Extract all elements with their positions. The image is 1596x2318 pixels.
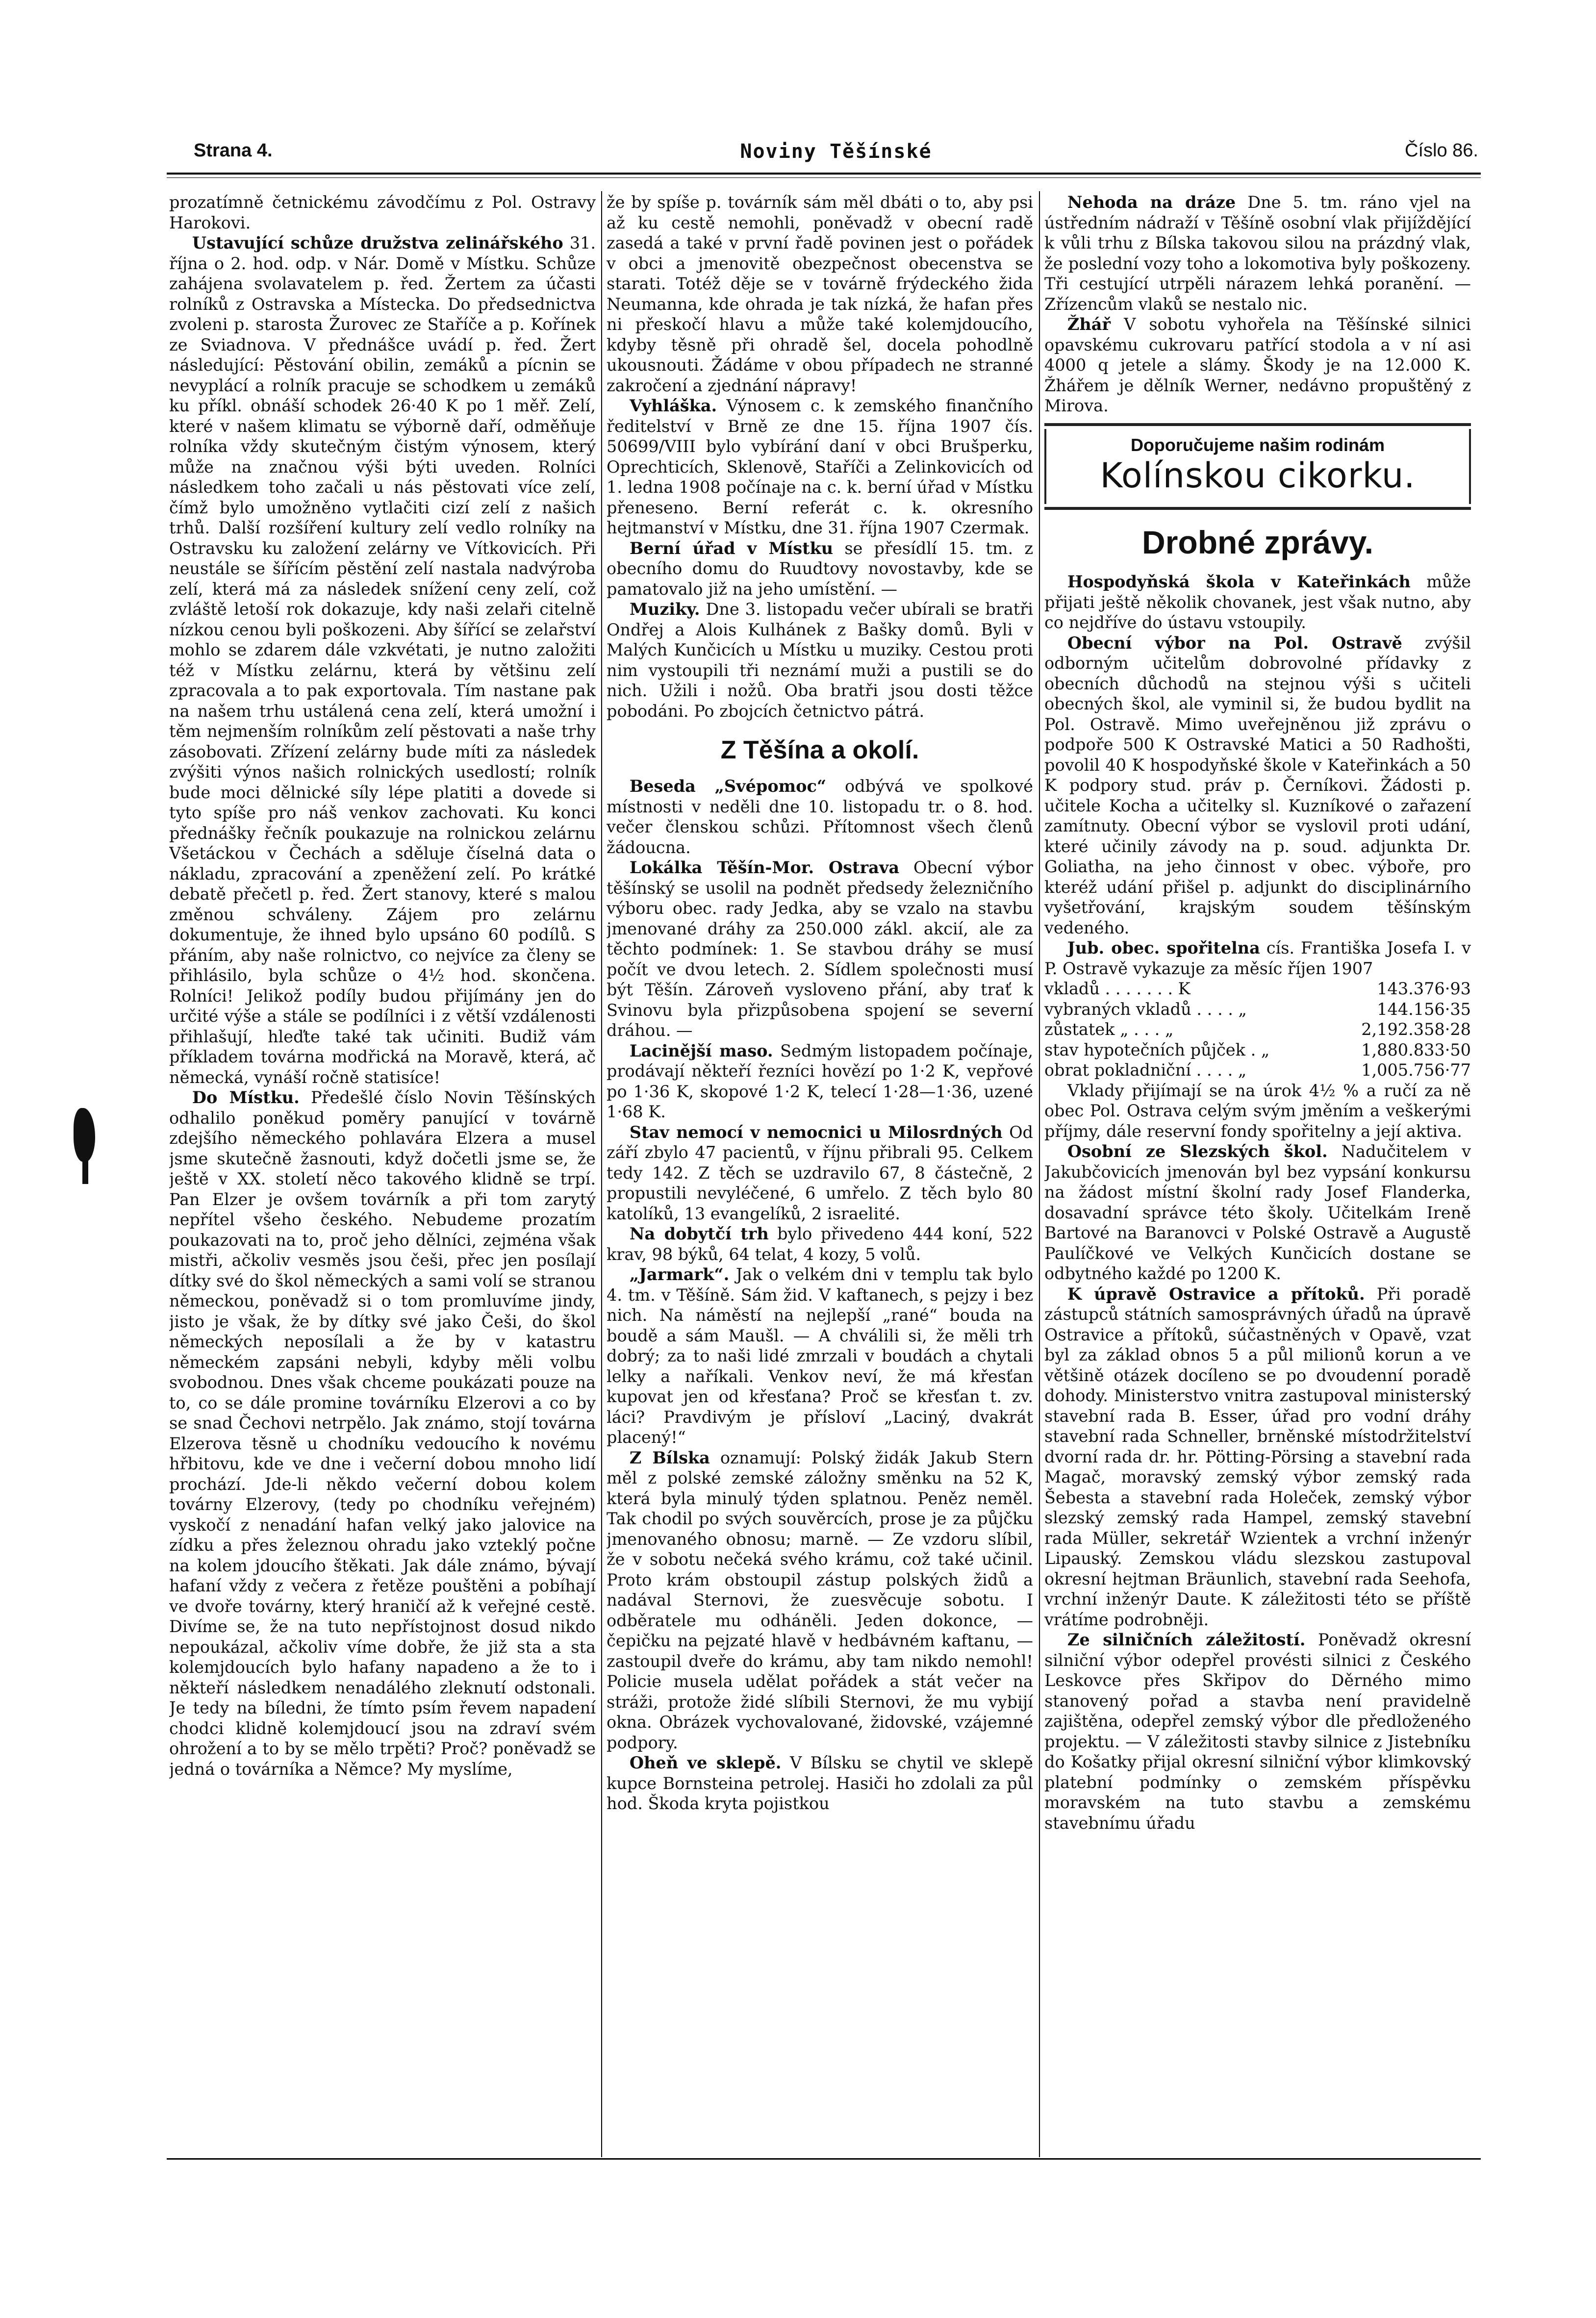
article-body: oznamují: Polský židák Jakub Stern měl z polské zemské záložny směnku na 52 K, která byla minulý týden splatnou. Peněz neměl. Tak chodil po svých souvěrcích, prose je za půjčku jmenovaného obnosu; marně. — Ze vzdoru slíbil, že v sobotu nečeká svého krámu, což také učinil. Proto krám obstoupil zástup polských židů a nadával Sternovi, že zuesvěcuje sobotu. I odběratele mu odháněli. Jeden dokonce, — čepičku na pejzaté hlavě v hedbávném kaftanu, — zastoupil dveře do krámu, aby tam nikdo nemohl! Policie musela udělat pořádek a stát večer na stráži, protože židé slíbili Sternovi, že mu vybijí okna. Obrázek vychovalované, židovské, vzájemné podpory. <box>607 1448 1033 1752</box>
article <box>1044 192 1471 314</box>
article-body: V Bílsku se chytil ve sklepě kupce Bornsteina petrolej. Hasiči ho zdolali za půl hod. Škoda kryta pojistkou <box>607 1753 1033 1813</box>
article-body: zvýšil odborným učitelům dobrovolné přídavky z obecních důchodů na stejnou výši s učiteli obecných škol, ale vyminil si, že budou bydlit na Pol. Ostravě. Mimo uveřejněnou již zprávu o podpoře 500 K Ostravské Matici a 50 Radhošti, povolil 40 K hospodyňské škole v Kateřinkách a 50 K podpory stud. práv p. Černíkovi. Žádosti p. učitele Kocha a učitelky sl. Kuzníkové o zařazení zamítnuty. Obecní výbor se vyslovil proti udání, které učinily závody na p. soud. adjunkta Dr. Goliatha, na jeho činnost v obec. výboře, pro kteréž udání přišel p. adjunkt do disciplinárního vyšetřování, krajským soudem těšínským vedeného. <box>1044 633 1471 937</box>
article-headline: Ze silničních záležitostí. <box>1067 1630 1306 1649</box>
article <box>169 233 596 1087</box>
article-body: cís. Františka Josefa I. v P. Ostravě vykazuje za měsíc říjen 1907 <box>1044 938 1471 978</box>
header-rule <box>167 173 1481 175</box>
article <box>1044 1141 1471 1284</box>
article-body: se přesídlí 15. tm. z obecního domu do Ruudtovy novostavby, kde se pamatovalo již na jeho umístění. — <box>607 538 1033 599</box>
article-body: Výnosem c. k zemského finančního ředitelství v Brně ze dne 15. října 1907 čís. 50699/VIII bylo vybírání daní v obci Brušperku, Oprechticích, Sklenově, Staříči a Zelinkovicích od 1. ledna 1908 počínaje na c. k. berní úřad v Místku přeneseno. Berní referát c. k. okresního hejtmanství v Místku, dne 31. října 1907 Czermak. <box>607 396 1033 537</box>
table-row <box>1044 1040 1471 1060</box>
article-body: Dne 3. listopadu večer ubírali se bratři Ondřej a Alois Kulhánek z Bašky domů. Byli v Malých Kunčicích u Místku u muziky. Cestou proti nim vystoupili tři neznámí muži a pustili se do nich. Užili i nožů. Oba bratři jsou dosti těžce pobodáni. Po zbojcích četnictvo pátrá. <box>607 600 1033 721</box>
advertisement-product: Kolínskou cikorku. <box>1100 455 1416 496</box>
article-body: odbývá ve spolkové místnosti v neděli dne 10. listopadu tr. o 8. hod. večer členskou schůzi. Přítomnost všech členů žádoucna. <box>607 777 1033 857</box>
article <box>1044 572 1471 633</box>
ink-blot <box>74 1108 95 1162</box>
table-value: 1,005.756·77 <box>1361 1060 1471 1080</box>
article-headline: Hospodyňská škola v Kateřinkách <box>1067 572 1411 591</box>
column-1 <box>169 192 596 2158</box>
table-row <box>1044 999 1471 1020</box>
article <box>1044 314 1471 416</box>
footer-rule <box>167 2158 1481 2160</box>
table-value: 144.156·35 <box>1377 999 1471 1019</box>
article-headline: Oheň ve sklepě. <box>629 1753 782 1772</box>
article-headline: Lacinější maso. <box>629 1041 773 1060</box>
article-headline: K úpravě Ostravice a přítoků. <box>1067 1284 1365 1304</box>
article <box>1044 1284 1471 1630</box>
article-headline: Do Místku. <box>192 1088 300 1107</box>
section-heading: Z Těšína a okolí. <box>720 736 919 764</box>
page-number: Strana 4. <box>194 140 273 161</box>
article <box>607 776 1033 857</box>
article <box>607 538 1033 600</box>
article <box>607 1122 1033 1224</box>
article-headline: Ustavující schůze družstva zelinářského <box>192 233 563 252</box>
article-headline: Nehoda na dráze <box>1067 193 1236 212</box>
table-label: obrat pokladniční . . . . „ <box>1044 1060 1247 1080</box>
article-body: Sedmým listopadem počínaje, prodávají někteří řezníci hovězí po 1·2 K, vepřové po 1·36 K, skopové 1·2 K, telecí 1·28—1·36, uzené 1·68 K. <box>607 1041 1033 1121</box>
article-headline: Muziky. <box>629 600 700 619</box>
article-body: Nadučitelem v Jakubčovicích jmenován byl bez vypsání konkursu na žádost místní školní rady Josef Flanderka, dosavadní správce této školy. Učitelkám Ireně Bartové na Baranovci v Polské Ostravě a Augustě Paulíčkové ve Velkých Kunčicích dostane se odbytného každé po 1200 K. <box>1044 1142 1471 1283</box>
table-value: 2,192.358·28 <box>1361 1020 1471 1039</box>
article-body: V sobotu vyhořela na Těšínské silnici opavskému cukrovaru patřící stodola a v ní asi 4000 q jetele a slámy. Škody je na 12.000 K. Žhářem je dělník Werner, nedávno propuštěný z Mirova. <box>1044 315 1471 415</box>
savings-table <box>1044 979 1471 1081</box>
table-label: stav hypotečních půjček . „ <box>1044 1040 1270 1059</box>
article-headline: Berní úřad v Místku <box>629 538 834 558</box>
article-headline: Vyhláška. <box>629 396 717 415</box>
article-headline: Na dobytčí trh <box>629 1224 769 1243</box>
table-row <box>1044 1019 1471 1040</box>
article <box>1044 633 1471 938</box>
article <box>1044 1630 1471 1833</box>
advertisement-tagline: Doporučujeme našim rodinám <box>1130 434 1385 455</box>
advertisement <box>1044 423 1471 510</box>
article-body: bylo přivedeno 444 koní, 522 krav, 98 býků, 64 telat, 4 kozy, 5 volů. <box>607 1224 1033 1264</box>
article-headline: „Jarmark“. <box>629 1265 730 1284</box>
article <box>607 396 1033 538</box>
column-divider <box>1039 191 1040 2157</box>
article <box>607 1264 1033 1448</box>
article-body: Jak o velkém dni v templu tak bylo 4. tm. v Těšíně. Sám žid. V kaftanech, s pejzy i bez nich. Na náměstí na nejlepší „rané“ bouda na boudě a sám Maušl. — A chválili si, že měli trh dobrý; za to naši lidé zmrzali v boudách a chytali lelky a naříkali. Venkov neví, že má křesťan kupovat jen od křesťana? Proč se křesťan t. zv. láci? Pravdivým je přísloví „Laciný, dvakrát placený!“ <box>607 1265 1033 1447</box>
article-headline: Beseda „Svépomoc“ <box>629 777 827 796</box>
table-value: 143.376·93 <box>1377 979 1471 998</box>
table-row <box>1044 1060 1471 1081</box>
table-label: zůstatek „ . . . „ <box>1044 1020 1174 1039</box>
ink-blot-drip <box>82 1159 88 1184</box>
article-text: prozatímně četnickému závodčímu z Pol. Ostravy Harokovi. <box>169 193 596 232</box>
column-3 <box>1044 192 1471 2158</box>
section-heading: Drobné zprávy. <box>1142 524 1373 560</box>
article-body: Od září zbylo 47 pacientů, v říjnu přibrali 95. Celkem tedy 142. Z těch se uzdravilo 67, 8 částečně, 2 propustili nevyléčené, 6 umřelo. Z těch bylo 80 katolíků, 13 evangelíků, 2 israelité. <box>607 1122 1033 1223</box>
article-text: Vklady přijímají se na úrok 4½ % a ručí za ně obec Pol. Ostrava celým svým jměním a veškerými příjmy, dále reservní fondy spořitelny a její aktiva. <box>1044 1081 1471 1141</box>
article-body: Poněvadž okresní silniční výbor odepřel provésti silnici z Českého Leskovce přes Skřipov do Děrného mimo stanovený pořad a stavba není pravidelně zajištěna, odepřel zemský výbor dle předloženého projektu. — V záležitosti stavby silnice z Jistebníku do Košatky přijal okresní silniční výbor klimkovský platební podmínky o zemském příspěvku moravském na tuto stavbu a zemskému stavebnímu úřadu <box>1044 1630 1471 1833</box>
advertisement-box <box>1044 429 1471 504</box>
article-body: 31. října o 2. hod. odp. v Nár. Domě v Místku. Schůze zahájena svolavatelem p. řed. Žertem za účasti rolníků z Ostravska a Místecka. Do předsednictva zvoleni p. starosta Žurovec ze Staříče a p. Kořínek ze Sviadnova. V přednášce uvádí p. řed. Žert následující: Pěstování obilin, zemáků a pícnin se nevyplácí a rolník pracuje se schodkem u zemáků ku příkl. obnáší schodek 26·40 K po 1 měř. Zelí, které v našem klimatu se výborně daří, odměňuje rolníka vždy skutečným čistým výnosem, který může na značnou výši býti uveden. Rolníci následkem toho začali u nás pěstovati více zelí, čímž bylo umožněno vytlačiti cizí zelí z našich trhů. Další rozšíření kultury zelí vedlo rolníky na Ostravsku ku založení zelárny ve Vítkovicích. Při neustále se šířícím pěstění zelí nastala nadvýroba zelí, která má za následek snížení ceny zelí, což zvláště letoší rok dokazuje, kdy naši zelaři citelně nízkou cenou byli poškozeni. Aby šířící se zelařství mohlo se zdarem dále vzkvétati, je nutno založiti též v Místku zelárnu, která by většinu zelí zpracovala a to pak exportovala. Tím nastane pak na našem trhu ustálená cena zelí, která umožní i těm nejmenším rolníkům zelí pěstovati a naše trhy zásobovati. Zřízení zelárny bude míti za následek zvýšiti výnos našich rolnických usedlostí; rolník bude moci dělnické síly lépe platiti a dovede si tyto spíše pro náš venkov zachovati. Ku konci přednášky řečník poukazuje na rolnickou zelárnu Všetáckou v Čechách a sděluje číselná data o nákladu, zpracování a zpeněžení zelí. Po krátké debatě přečetl p. řed. Žert stanovy, které s malou změnou schváleny. Zájem pro zelárnu dokumentuje, že ihned bylo upsáno 60 podílů. S přáním, aby naše rolnictvo, co nejvíce za členy se přihlásilo, byla schůze o 4½ hod. skončena. Rolníci! Jelikož podíly budou přijímány jen do určité výše a stále se podílníci i z větší vzdálenosti přihlašují, hleďte také tak učiniti. Budiž vám příkladem továrna modřická na Moravě, která, ač německá, vynáší ročně statisíce! <box>169 233 596 1087</box>
article <box>607 1448 1033 1753</box>
column-divider <box>601 191 602 2157</box>
article <box>607 1753 1033 1814</box>
article-body: Dne 5. tm. ráno vjel na ústředním nádraží v Těšíně osobní vlak přijíždějící k vůli trhu z Bílska takovou silou na prázdný vlak, že poslední vozy toho a lokomotiva byly poškozeny. Tři cestující utrpěli nárazem lehká poranění. — Zřízencům vlaků se nestalo nic. <box>1044 193 1471 314</box>
article-headline: Obecní výbor na Pol. Ostravě <box>1067 633 1402 653</box>
header-rule-thin <box>167 177 1481 178</box>
article-text: že by spíše p. továrník sám měl dbáti o to, aby psi až ku cestě nemohli, poněvadž v obecní radě zasedá a také v první řadě povinen jest o pořádek v obci a jmenovitě obezpečnost obecenstva se starati. Totéž děje se v továrně frýdeckého žida Neumanna, kde ohrada je tak nízká, že hafan přes ni přeskočí hlavu a může také kolemjdoucího, kdyby těsně při ohradě šel, docela pohodlně ukousnouti. Žádáme v obou případech ne stranné zakročení a zjednání nápravy! <box>607 193 1033 395</box>
article-body: Při poradě zástupců státních samosprávných úřadů na úpravě Ostravice a přítoků, súčastněných v Opavě, vzat byl za základ obnos 5 a půl milionů korun a ve většině otázek docíleno se po dvoudenní poradě dohody. Ministerstvo vnitra zastupoval ministerský stavební rada B. Esser, úřad pro vodní dráhy stavební rada Schneller, brněnské místodržitelství dvorní rada dr. hr. Pötting-Pörsing a stavební rada Magač, moravský zemský výbor zemský rada Šebesta a stavební rada Holeček, zemský výbor slezský zemský rada Hampel, zemský stavební rada Müller, sekretář Wzientek a vrchní inženýr Lipauský. Zemskou vládu slezskou zastupoval okresní hejtman Bräunlich, stavební rada Seehofa, vrchní inženýr Daute. K záležitosti této se příště vrátíme podrobněji. <box>1044 1284 1471 1629</box>
article <box>607 599 1033 721</box>
article <box>1044 938 1471 979</box>
article-headline: Stav nemocí v nemocnici u Milosrdných <box>629 1122 1003 1142</box>
article-body: Obecní výbor těšínský se usolil na podnět předsedy železničního výboru obec. rady Jedka, aby se vzalo na stavbu jmenované dráhy za 250.000 zákl. akcií, ale za těchto podmínek: 1. Se stavbou dráhy se musí počít ve dvou letech. 2. Sídlem společnosti musí být Těšín. Zároveň vysloveno přání, aby trať k Svinovu byla přizpůsobena spojení se severní dráhou. — <box>607 858 1033 1040</box>
article <box>607 857 1033 1041</box>
page-header <box>194 140 1478 168</box>
column-2 <box>607 192 1033 2158</box>
issue-number: Číslo 86. <box>1405 140 1478 161</box>
table-label: vybraných vkladů . . . . „ <box>1044 999 1247 1019</box>
newspaper-title: Noviny Těšínské <box>740 140 932 163</box>
article <box>169 1087 596 1779</box>
article-headline: Jub. obec. spořitelna <box>1067 938 1260 957</box>
article <box>607 1224 1033 1264</box>
table-label: vkladů . . . . . . . K <box>1044 979 1191 998</box>
article <box>607 1041 1033 1122</box>
article-headline: Z Bílska <box>629 1448 710 1467</box>
article-body: může přijati ještě několik chovanek, jest však nutno, aby co nejdříve do ústavu vstoupily. <box>1044 572 1471 632</box>
article-headline: Osobní ze Slezských škol. <box>1067 1142 1328 1161</box>
article-headline: Žhář <box>1067 315 1111 334</box>
table-row <box>1044 979 1471 999</box>
table-value: 1,880.833·50 <box>1361 1040 1471 1059</box>
article-body: Předešlé číslo Novin Těšínských odhalilo poněkud poměry panující v továrně zdejšího německého pohlavára Elzera a musel jsme skutečně žasnouti, když dočetli jsme se, že ještě v XX. století něco takového klidně se trpí. Pan Elzer je ovšem továrník a při tom zarytý nepřítel všeho českého. Nebudeme prozatím poukazovati na to, proč jeho dělníci, zejména však mistři, ačkoliv vesměs jsou češi, přec jen posílají dítky své do škol německých a sami volí se stranou německou, poněvadž si o tom promluvíme jindy, jisto je však, že by dítky své jako Češi, do škol německých neposílali a že by v katastru německém zapsáni nebyli, kdyby měli volbu svobodnou. Dnes však chceme poukázati pouze na to, co se dále promine továrníku Elzerovi a co by se snad Čechovi netrpělo. Jak známo, stojí továrna Elzerova těsně u chodníku vedoucího k novému hřbitovu, kde ve dne i večerní dobou mnoho lidí prochází. Jde-li někdo večerní dobou kolem továrny Elzerovy, (tedy po chodníku veřejném) vyskočí z nenadání hafan velký jako jalovice na zídku a přes železnou ohradu jako vzteklý počne na kolem jdoucího štěkati. Jak dále známo, bývají hafaní vždy z večera z řetěze pouštěni a pobíhají ve dvoře továrny, který hraničí až k veřejné cestě. Divíme se, že na tuto nepřístojnost dosud nikdo nepoukázal, ačkoliv víme dobře, že již sta a sta kolemjdoucích bylo hafany napadeno a že to i někteří následkem nenadálého zleknutí odstonali. Je tedy na bíledni, že tímto psím řevem napadení chodci klidně kolemjdoucí jsou na zdraví svém ohrožení a to by se mělo trpěti? Proč? poněvadž se jedná o továrníka a Němce? My myslíme, <box>169 1088 596 1779</box>
article-headline: Lokálka Těšín-Mor. Ostrava <box>629 858 900 877</box>
